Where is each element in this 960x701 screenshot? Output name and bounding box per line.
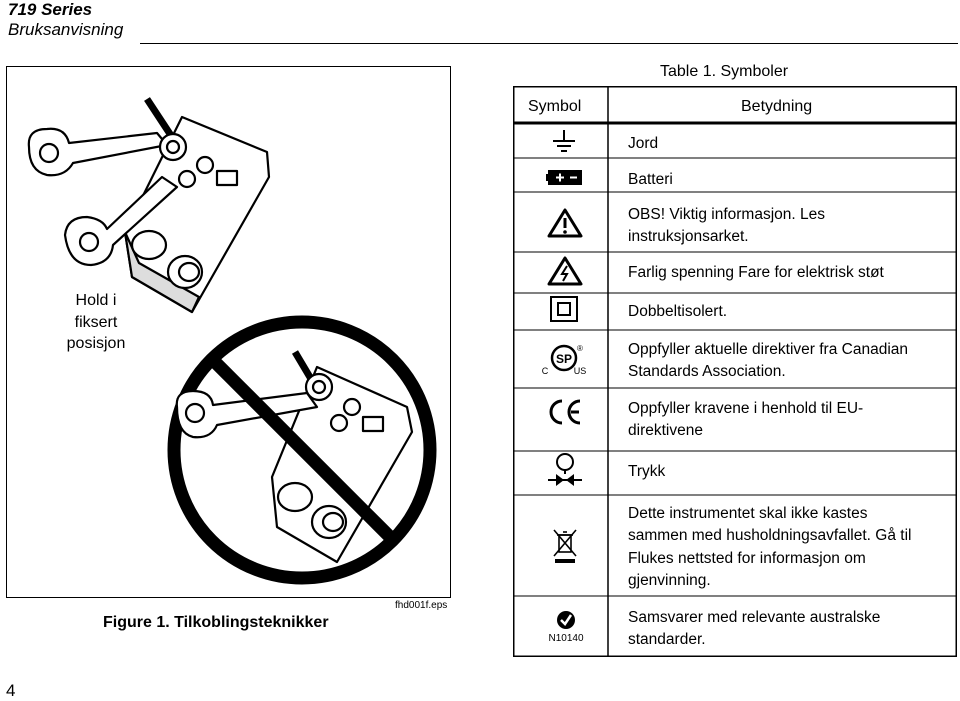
meaning-line: OBS! Viktig informasjon. Les: [628, 206, 825, 223]
meaning-high-voltage: [628, 262, 884, 284]
svg-text:C: C: [541, 366, 549, 376]
series-title: 719 Series: [8, 0, 93, 19]
meaning-battery: [628, 169, 673, 191]
meaning-line: Standards Association.: [628, 363, 786, 381]
pressure-icon: [546, 452, 584, 488]
meaning-line: instruksjonsarket.: [628, 228, 749, 246]
hold-label-line: posisjon: [66, 335, 126, 353]
svg-text:®: ®: [577, 344, 583, 353]
meaning-line: Dette instrumentet skal ikke kastes: [628, 505, 868, 522]
meaning-line: Oppfyller aktuelle direktiver fra Canadian: [628, 341, 908, 358]
meaning-line: Flukes nettsted for informasjon om: [628, 549, 866, 567]
battery-icon: [546, 166, 584, 188]
ce-mark-icon: [547, 398, 583, 426]
figure-file-id: fhd001f.eps: [395, 600, 448, 611]
meaning-line: direktivene: [628, 422, 703, 440]
svg-text:SP: SP: [555, 352, 573, 366]
manual-subtitle: Bruksanvisning: [8, 19, 124, 39]
meaning-line: Jord: [628, 135, 659, 152]
column-header-meaning: Betydning: [741, 98, 813, 115]
meaning-line: Samsvarer med relevante australske: [628, 609, 881, 626]
weee-icon: [552, 528, 578, 564]
hold-label-line: Hold i: [75, 292, 117, 309]
document-header: [8, 0, 123, 39]
hold-label-line: fiksert: [74, 313, 118, 331]
meaning-line: Trykk: [628, 463, 666, 480]
header-rule: [140, 43, 958, 44]
meaning-line: Batteri: [628, 171, 673, 188]
meaning-ce: [628, 398, 863, 443]
c-tick-icon: [543, 610, 589, 644]
double-insulated-icon: [549, 295, 579, 323]
meaning-line: sammen med husholdningsavfallet. Gå til: [628, 527, 912, 545]
meaning-weee: [628, 503, 911, 593]
meaning-line: Oppfyller kravene i henhold til EU-: [628, 400, 864, 417]
figure-caption: Figure 1. Tilkoblingsteknikker: [103, 614, 329, 631]
meaning-line: standarder.: [628, 631, 706, 649]
warning-icon: [547, 207, 583, 239]
meaning-csa: [628, 339, 908, 384]
meaning-warning: [628, 204, 825, 249]
meaning-line: gjenvinning.: [628, 572, 711, 590]
high-voltage-icon: [547, 255, 583, 287]
hold-label: [56, 290, 136, 355]
meaning-ground: [628, 133, 658, 155]
csa-mark-icon: [540, 342, 590, 378]
svg-text:N10140: N10140: [548, 633, 584, 644]
ground-icon: [549, 128, 579, 156]
meaning-double-insulated: [628, 301, 727, 323]
meaning-pressure: [628, 461, 665, 483]
table-title: Table 1. Symboler: [660, 63, 789, 80]
column-header-symbol: Symbol: [528, 98, 582, 115]
meaning-line: Dobbeltisolert.: [628, 303, 728, 320]
svg-text:US: US: [573, 366, 587, 376]
page-number: 4: [6, 681, 16, 700]
meaning-c-tick: [628, 607, 880, 652]
meaning-line: Farlig spenning Fare for elektrisk støt: [628, 264, 884, 281]
